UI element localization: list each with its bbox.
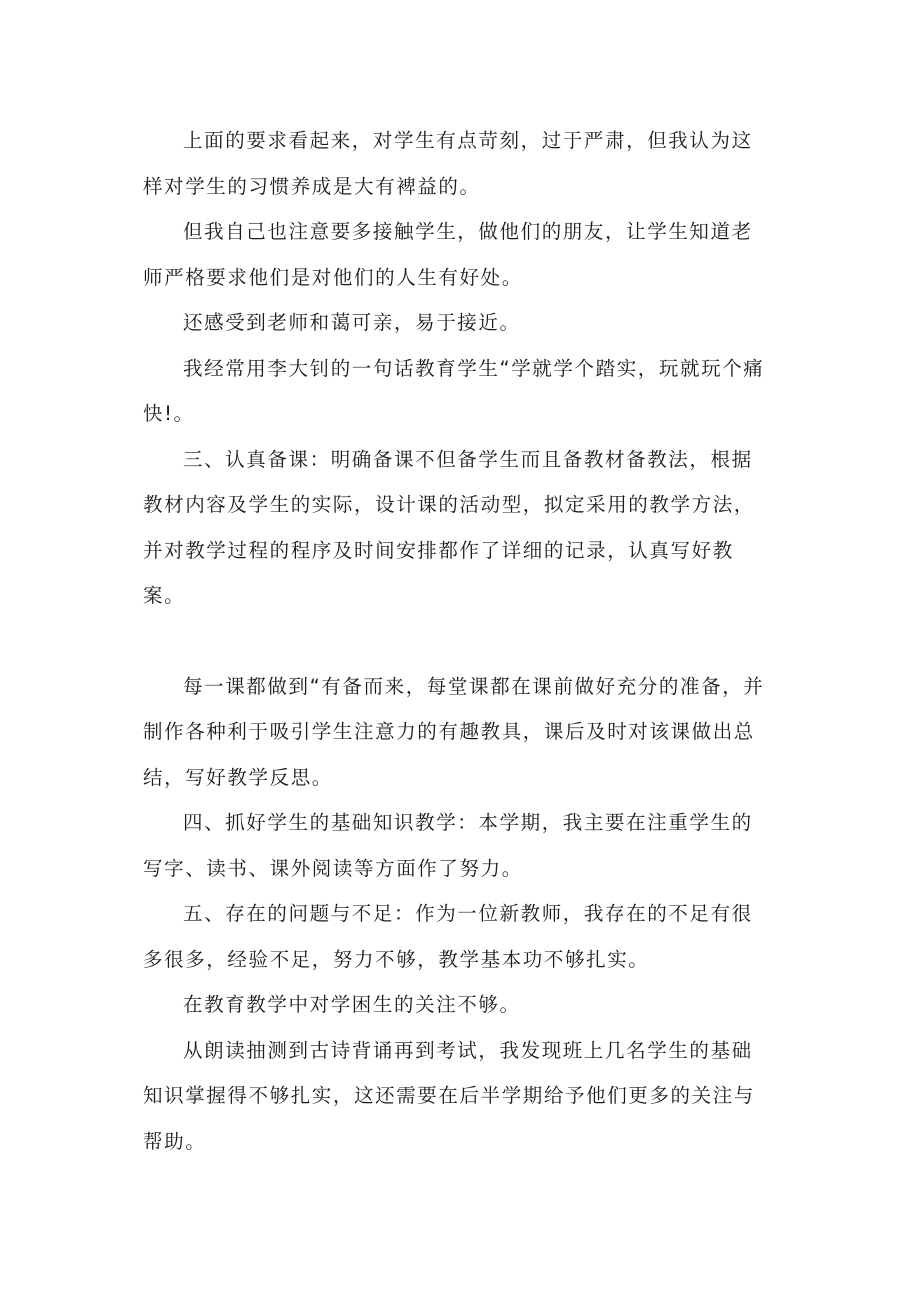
paragraph: 从朗读抽测到古诗背诵再到考试，我发现班上几名学生的基础知识掌握得不够扎实，这还需要在后半学期给予他们更多的关注与帮助。: [143, 1038, 755, 1153]
document-body: [143, 118, 773, 1164]
paragraph: 还感受到老师和蔼可亲，易于接近。: [183, 311, 521, 334]
paragraph: 在教育教学中对学困生的关注不够。: [183, 993, 521, 1016]
paragraph: 五、存在的问题与不足：作为一位新教师，我存在的不足有很多很多，经验不足，努力不够，教学基本功不够扎实。: [143, 902, 753, 971]
paragraph: 三、认真备课：明确备课不但备学生而且备教材备教法，根据教材内容及学生的实际，设计课的活动型，拟定采用的教学方法，并对教学过程的程序及时间安排都作了详细的记录，认真写好教案。: [143, 447, 755, 607]
paragraph: 每一课都做到“有备而来，每堂课都在课前做好充分的准备，并制作各种利于吸引学生注意力的有趣教具，课后及时对该课做出总结，写好教学反思。: [143, 674, 765, 789]
paragraph: 四、抓好学生的基础知识教学：本学期，我主要在注重学生的写字、读书、课外阅读等方面作了努力。: [143, 811, 753, 880]
paragraph: 上面的要求看起来，对学生有点苛刻，过于严肃，但我认为这样对学生的习惯养成是大有裨益的。: [143, 129, 753, 198]
paragraph: 但我自己也注意要多接触学生，做他们的朋友，让学生知道老师严格要求他们是对他们的人生有好处。: [143, 220, 753, 289]
paragraph: 我经常用李大钊的一句话教育学生“学就学个踏实，玩就玩个痛快!。: [143, 356, 765, 425]
